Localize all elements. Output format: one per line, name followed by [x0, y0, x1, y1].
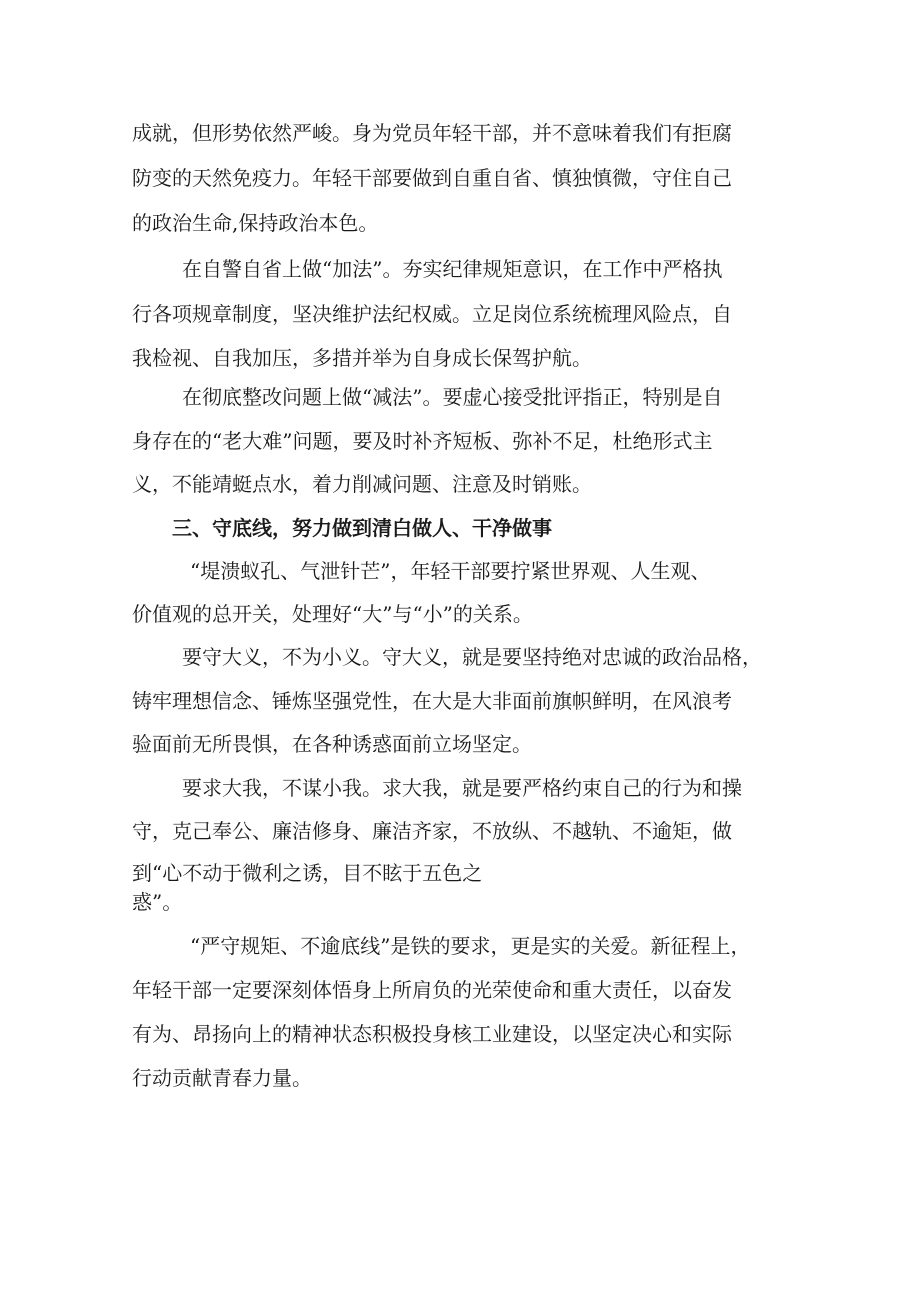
body-text-line: 成就，但形势依然严峻。身为党员年轻干部，并不意味着我们有拒腐: [132, 121, 732, 145]
body-text-line: 有为、昂扬向上的精神状态积极投身核工业建设，以坚定决心和实际: [132, 1022, 732, 1046]
body-text-line: 行动贡献青春力量。: [132, 1066, 312, 1090]
body-text-line: 行各项规章制度，坚决维护法纪权威。立足岗位系统梳理风险点，自: [132, 302, 732, 326]
body-text-line: 我检视、自我加压，多措并举为自身成长保驾护航。: [132, 346, 592, 370]
body-text-line: 身存在的“老大难”问题，要及时补齐短板、弥补不足，杜绝形式主: [132, 429, 713, 453]
body-text-line: 年轻干部一定要深刻体悟身上所肩负的光荣使命和重大责任，以奋发: [132, 978, 732, 1002]
body-text-line: 防变的天然免疫力。年轻干部要做到自重自省、慎独慎微，守住自己: [132, 166, 732, 190]
section-heading: 三、守底线，努力做到清白做人、干净做事: [172, 516, 552, 540]
body-text-line: 惑”。: [132, 890, 183, 914]
paragraph-first-line: “严守规矩、不逾底线”是铁的要求，更是实的关爱。新征程上，: [190, 934, 751, 958]
body-text-line: 义，不能靖蜓点水，着力削减问题、注意及时销账。: [132, 472, 592, 496]
body-text-line: 守，克己奉公、廉洁修身、廉洁齐家，不放纵、不越轨、不逾矩，做: [132, 819, 732, 843]
body-text-line: 验面前无所畏惧，在各种诱惑面前立场坚定。: [132, 732, 532, 756]
paragraph-first-line: 在彻底整改问题上做“减法”。要虚心接受批评指正，特别是自: [182, 385, 723, 409]
body-text-line: 的政治生命,保持政治本色。: [132, 211, 379, 235]
body-text-line: 铸牢理想信念、锤炼坚强党性，在大是大非面前旗帜鲜明，在风浪考: [132, 689, 732, 713]
body-text-line: 价值观的总开关，处理好“大”与“小”的关系。: [132, 602, 533, 626]
paragraph-first-line: 在自警自省上做“加法”。夯实纪律规矩意识，在工作中严格执: [182, 257, 723, 281]
paragraph-first-line: “堤溃蚁孔、气泄针芒”，年轻干部要拧紧世界观、人生观、: [190, 559, 711, 583]
paragraph-first-line: 要守大义，不为小义。守大义，就是要坚持绝对忠诚的政治品格，: [182, 645, 762, 669]
body-text-line: 到“心不动于微利之诱，目不眩于五色之: [132, 861, 483, 885]
paragraph-first-line: 要求大我，不谋小我。求大我，就是要严格约束自己的行为和操: [182, 776, 742, 800]
